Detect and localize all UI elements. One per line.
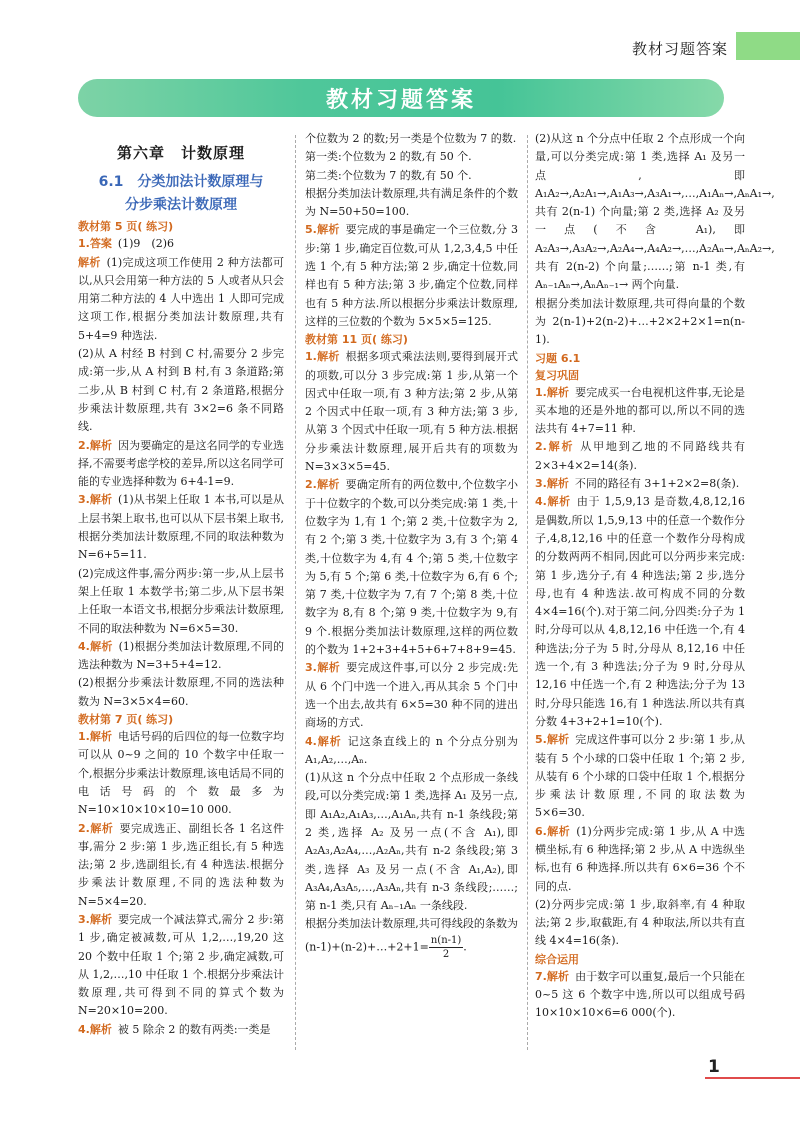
- exercise-1: 1.解析 根据多项式乘法法则,要得到展开式的项数,可以分 3 步完成:第 1 步,从第一个因式中任取一项,有 3 种方法;第 2 步,从第 2 个因式中任取一项,有 3 种方法;第 3 步,从第 3 个因式中任取一项,有 5 种方法.根据分步乘法计数原理,展开后共有的项数为 N=3×3×5=45.: [305, 350, 519, 474]
- question-3: 3.解析 (1)从书架上任取 1 本书,可以是从上层书架上取书,也可以从下层书架上取书,根据分类加法计数原理,不同的取法种数为 N=6+5=11.: [78, 493, 284, 562]
- answer-text: (2)根据分步乘法计数原理,不同的选法种数为 N=3×5×4=60.: [78, 676, 284, 708]
- exercise-6: 6.解析 (1)分两步完成:第 1 步,从 A 中选横坐标,有 6 种选择;第 2 步,从 A 中选纵坐标,也有 6 种选择.所以共有 6×6=36 个不同的点.: [535, 824, 746, 893]
- chapter-title: 第六章 计数原理: [116, 144, 245, 162]
- analysis-tag: 解析: [78, 255, 101, 269]
- exercise-2: 2.解析 要完成选正、副组长各 1 名这件事,需分 2 步:第 1 步,选正组长,有 5 种选法;第 2 步,选副组长,有 4 种选法.根据分步乘法计数原理,不同的选法种数为 N=5×4=20.: [78, 821, 284, 908]
- subsection-heading: 习题 6.1: [535, 351, 581, 365]
- page-number: 1: [708, 1057, 720, 1077]
- fraction: $\frac{n(n-1)}{2}$: [430, 934, 462, 960]
- column-divider: [527, 135, 528, 1050]
- question-2: 2.解析 因为要确定的是这名同学的专业选择,不需要考虑学校的差异,所以这名同学可能的专业选择种数为 6+4-1=9.: [78, 438, 285, 489]
- answer-text: 个位数为 2 的数;另一类是个位数为 7 的数.: [305, 132, 517, 145]
- exercise-3: 3.解析 要完成一个减法算式,需分 2 步:第 1 步,确定被减数,可从 1,2,…,19,20 这 20 个数中任取 1 个;第 2 步,确定减数,可从 1,2,…,10 中任取 1 个.根据分步乘法计数原理,共可得到不同的算式个数为 N=20×10=200.: [78, 912, 284, 1018]
- header-tab: [736, 32, 800, 60]
- exercise-2: 2.解析 要确定所有的两位数中,个位数字小于十位数字的个数,可以分类完成:第 1 类,十位数字为 1,有 1 个;第 2 类,十位数字为 2,有 2 个;第 3 类,十位数字为 3,有 3 个;第 4 类,十位数字为 4,有 4 个;第 5 类,十位数字为 5,有 5 个;第 6 类,十位数字为 6,有 6 个;第 7 类,十位数字为 7,有 7 个;第 8 类,十位数字为 8,有 8 个;第 9 类,十位数字为 9,有 9 个.根据分类加法计数原理,这样的两位数的个数为 1+2+3+4+5+6+7+8+9=45.: [305, 478, 519, 657]
- answer-text: (2)从 A 村经 B 村到 C 村,需要分 2 步完成:第一步,从 A 村到 B 村,有 3 条道路;第二步,从 B 村到 C 村,有 2 条道路,根据分步乘法计数原理,共有 3×2=6 条不同路线.: [78, 347, 284, 434]
- subsection-heading: 教材第 5 页( 练习): [78, 220, 174, 234]
- exercise-1: 1.解析 电话号码的后四位的每一位数字均可以从 0~9 之间的 10 个数字中任取一个,根据分步乘法计数原理,该电话局不同的电话号码的个数最多为 N=10×10×10×10=10 000.: [78, 730, 285, 817]
- exercise-5: 5.解析 完成这件事可以分 2 步:第 1 步,从装有 5 个小球的口袋中任取 1 个;第 2 步,从装有 6 个小球的口袋中任取 1 个,根据分步乘法计数原理,不同的取法数为 5×6=30.: [535, 733, 746, 820]
- title-banner: 教材习题答案: [78, 79, 724, 117]
- section-title-line1: 6.1 分类加法计数原理与: [98, 174, 264, 191]
- exercise-7: 7.解析 由于数字可以重复,最后一个只能在 0~5 这 6 个数字中选,所以可以组成号码 10×10×10×6=6 000(个).: [535, 969, 746, 1020]
- exercise-2: 2.解析 从甲地到乙地的不同路线共有 2×3+4×2=14(条).: [535, 440, 746, 472]
- column-1: [78, 130, 284, 1039]
- exercise-4: 4.解析 由于 1,5,9,13 是奇数,4,8,12,16 是偶数,所以 1,5,9,13 中的任意一个数作分子,4,8,12,16 中的任意一个数作分母构成的分数两两不相同,因此可以分两步来完成:第 1 步,选分子,有 4 种选法;第 2 步,选分母,也有 4 种选法.故可构成不同的分数 4×4=16(个).对于第二问,分四类:分子为 1 时,分母可以从 4,8,12,16 中任选一个,有 4 种选法;分子为 5 时,分母从 8,12,16 中任选一个,有 3 种选法;分子为 9 时,分母从 12,16 中任选一个,有 2 种选法;分子为 13 时,分母只能选 16,有 1 种选法.所以共有真分数 4+3+2+1=10(个).: [535, 495, 746, 728]
- column-3: [535, 130, 775, 1023]
- answer-text: (2)完成这件事,需分两步:第一步,从上层书架上任取 1 本数学书;第二步,从下层书架上任取一本语文书,根据分步乘法计数原理,不同的取法种数为 N=6×5=30.: [78, 566, 284, 635]
- answer-text: 根据分类加法计数原理,共有满足条件的个数为 N=50+50=100.: [305, 186, 518, 219]
- exercise-3: 3.解析 不同的路径有 3+1+2×2=8(条).: [535, 477, 740, 491]
- answer-text: (2)分两步完成:第 1 步,取斜率,有 4 种取法;第 2 步,取截距,有 4 种取法,所以共有直线 4×4=16(条).: [535, 897, 745, 948]
- answer-text: (1)完成这项工作使用 2 种方法都可以,从只会用第一种方法的 5 人或者从只会用第二种方法的 4 人中选出 1 人即可完成这项工作,根据分类加法计数原理,共有 5+4=9 种选法.: [78, 255, 284, 342]
- subsection-heading: 教材第 11 页( 练习): [305, 333, 408, 347]
- subsection-heading: 复习巩固: [535, 368, 579, 382]
- answer-text: 根据分类加法计数原理,共可得向量的个数为 2(n-1)+2(n-2)+…+2×2+2×1=n(n-1).: [535, 296, 745, 347]
- page-number-underline: [705, 1077, 800, 1079]
- exercise-4: 4.解析 被 5 除余 2 的数有两类:一类是: [78, 1022, 271, 1036]
- answer-text: 根据分类加法计数原理,共可得线段的条数为 (n-1)+(n-2)+…+2+1= $\frac{n(n-1)}{2}$ .: [305, 917, 518, 960]
- column-2: [305, 130, 518, 961]
- answer-text: 第一类:个位数为 2 的数,有 50 个.: [305, 150, 472, 164]
- subsection-heading: 教材第 7 页( 练习): [78, 713, 174, 727]
- answer-text: 第二类:个位数为 7 的数,有 50 个.: [305, 168, 472, 182]
- question-1: 1.答案 (1)9 (2)6: [78, 237, 175, 251]
- header-label: 教材习题答案: [632, 40, 729, 58]
- exercise-5: 5.解析 要完成的事是确定一个三位数,分 3 步:第 1 步,确定百位数,可从 1,2,3,4,5 中任选 1 个,有 5 种方法;第 2 步,确定十位数,同样也有 5 种方法;第 3 步,确定个位数,同样也有 5 种方法.所以根据分步乘法计数原理,这样的三位数的个数为 5×5×5=125.: [305, 223, 519, 328]
- question-4: 4.解析 (1)根据分类加法计数原理,不同的选法种数为 N=3+5+4=12.: [78, 639, 285, 672]
- exercise-3: 3.解析 要完成这件事,可以分 2 步完成:先从 6 个门中选一个进入,再从其余 5 个门中选一个出去,故共有 6×5=30 种不同的进出商场的方式.: [305, 661, 518, 730]
- answer-text: (2)从这 n 个分点中任取 2 个点形成一个向量,可以分类完成:第 1 类,选择 A₁ 及另一点,即 A₁A₂→,A₂A₁→,A₁A₃→,A₃A₁→,…,A₁Aₙ→,AₙA₁→,共有 2(n-1) 个向量;第 2 类,选择 A₂ 及另一点(不含 A₁),即 A₂A₃→,A₃A₂→,A₂A₄→,A₄A₂→,…,A₂Aₙ→,AₙA₂→,共有 2(n-2) 个向量;……;第 n-1 类,有 Aₙ₋₁Aₙ→,AₙAₙ₋₁→ 两个向量.: [535, 132, 775, 292]
- column-divider: [295, 135, 296, 1050]
- section-title-line2: 分步乘法计数原理: [125, 197, 237, 214]
- subsection-heading: 综合运用: [535, 952, 579, 966]
- answer-text: (1)从这 n 个分点中任取 2 个点形成一条线段,可以分类完成:第 1 类,选择 A₁ 及另一点,即 A₁A₂,A₁A₃,…,A₁Aₙ,共有 n-1 条线段;第 2 类,选择 A₂ 及另一点(不含 A₁),即 A₂A₃,A₂A₄,…,A₂Aₙ,共有 n-2 条线段;第 3 类,选择 A₃ 及另一点(不含 A₁,A₂),即 A₃A₄,A₃A₅,…,A₃Aₙ,共有 n-3 条线段;……;第 n-1 类,只有 Aₙ₋₁Aₙ 一条线段.: [305, 771, 518, 913]
- exercise-1: 1.解析 要完成买一台电视机这件事,无论是买本地的还是外地的都可以,所以不同的选法共有 4+7=11 种.: [535, 385, 746, 436]
- exercise-4: 4.解析 记这条直线上的 n 个分点分别为 A₁,A₂,…,Aₙ.: [305, 734, 519, 766]
